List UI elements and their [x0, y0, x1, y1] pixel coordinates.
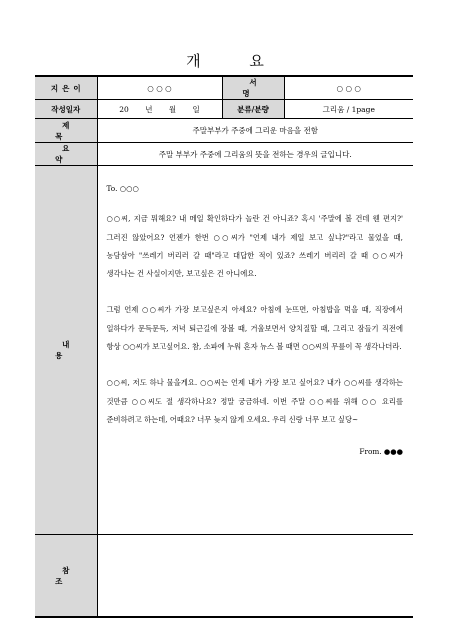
author-row	[35, 76, 413, 100]
category-label: 분류/분량	[222, 100, 284, 119]
note-label: 참 조	[35, 535, 97, 618]
letter-paragraph-2: 그럼 언제 ○○씨가 가장 보고싶은지 아세요? 아침에 눈뜨면, 아침밥을 먹을 때, 직장에서 일하다가 문득문득, 저녁 퇴근길에 장볼 때, 거울보면서 양치질할 때, 그리고 잠들기 직전에 항상 ○○씨가 보고싶어요. 참, 소파에 누워 혼자 뉴스 볼 때면 ○○씨의 무릎이 꼭 생각나더라.	[106, 305, 403, 352]
date-value[interactable]: 20 년 월 일	[97, 100, 222, 119]
date-row	[35, 100, 413, 119]
letter-signoff: From. ●●●	[359, 447, 403, 457]
subject-row	[35, 119, 413, 143]
author-value[interactable]: ○ ○ ○	[97, 76, 222, 100]
note-value[interactable]	[97, 535, 413, 618]
note-row	[35, 535, 413, 618]
document-title: 개 요	[186, 52, 286, 70]
content-label: 내 용	[35, 166, 97, 535]
subject-label: 제 목	[35, 119, 97, 143]
summary-value[interactable]: 주말 부부가 주중에 그리움의 뜻을 전하는 경우의 글입니다.	[97, 143, 413, 166]
letter-content[interactable]	[97, 166, 413, 535]
author-label: 지은이	[35, 76, 97, 100]
category-value[interactable]: 그리움 / 1page	[284, 100, 413, 119]
letter-paragraph-3: ○○씨, 저도 하나 물을게요. ○○씨는 언제 내가 가장 보고 싶어요? 내가 ○○씨를 생각하는 것만큼 ○○씨도 절 생각하나요? 정말 궁금하네. 이번 주말 ○○씨를 위해 ○○ 요리를 준비하려고 하는데, 어때요? 너무 늦지 않게 오세요. 우리 신랑 너무 보고 싶당~	[106, 378, 403, 424]
summary-label: 요 약	[35, 143, 97, 166]
overview-form-table	[35, 75, 413, 618]
sign-label: 서 명	[222, 76, 284, 100]
sign-value[interactable]: ○ ○ ○	[284, 76, 413, 100]
letter-paragraph-1: ○○씨, 지금 뭐해요? 내 메일 확인하다가 놀란 건 아니죠? 혹시 '주말에 볼 건데 웬 편지?' 그러진 않았어요? 언젠가 한번 ○○씨가 "언제 내가 제일 보고 싶냐?"라고 물었을 때, 농담삼아 "쓰레기 버리러 갈 때"라고 대답한 적이 있죠? 쓰레기 버리러 갈 때 ○○씨가 생각나는 건 사실이지만, 보고싶은 건 아니에요.	[106, 214, 403, 279]
summary-row	[35, 143, 413, 166]
letter-greeting: To. ○○○	[106, 184, 139, 193]
subject-value[interactable]: 주말부부가 주중에 그리운 마음을 전함	[97, 119, 413, 143]
date-label: 작성일자	[35, 100, 97, 119]
content-row	[35, 166, 413, 535]
